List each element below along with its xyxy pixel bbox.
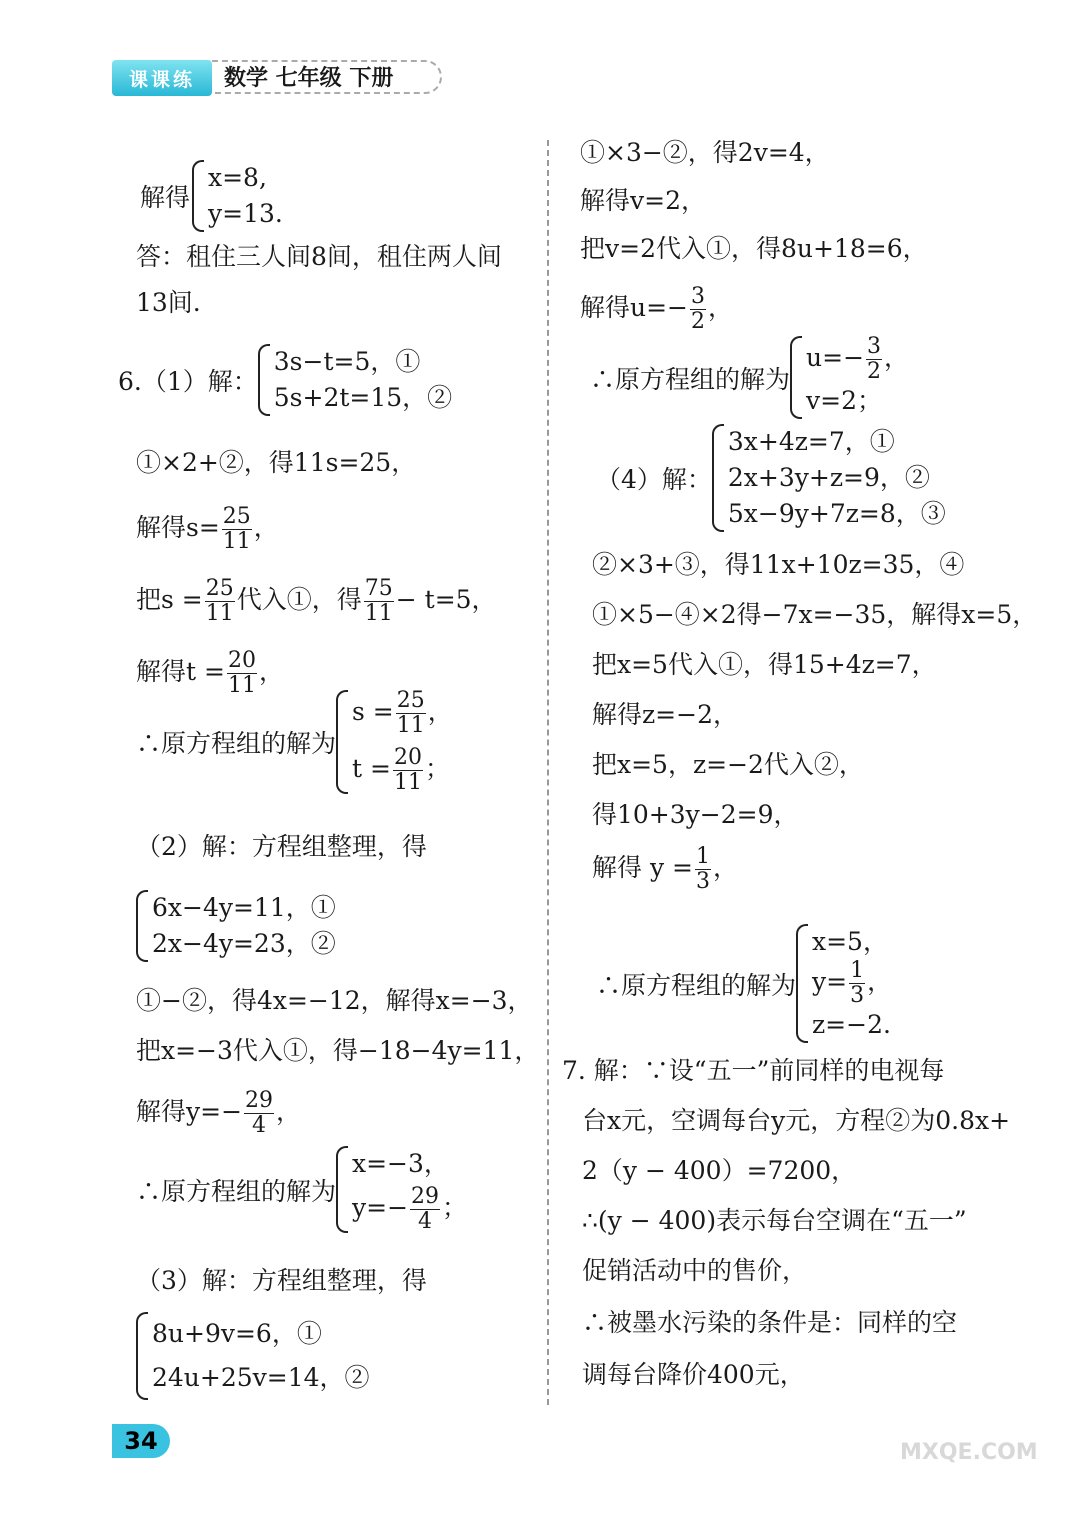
text: 代入①，得: [236, 585, 362, 614]
brace: [712, 424, 724, 532]
fraction: [364, 578, 394, 625]
eq-line: [806, 336, 909, 383]
part-3-heading: （3）解：方程组整理，得: [136, 1266, 427, 1295]
series-badge: 课课练: [112, 60, 212, 96]
problem-6-4-solution: [596, 924, 892, 1043]
numerator: 25: [205, 576, 234, 601]
denominator: 3: [850, 983, 865, 1008]
solution-prefix: ∴原方程组的解为: [590, 364, 791, 394]
fraction: [393, 747, 423, 794]
text: u=−: [806, 343, 865, 372]
text: ，: [253, 513, 279, 542]
brace: [258, 344, 270, 416]
numerator: 3: [867, 334, 882, 359]
eq-line: 6x−4y=11，①: [152, 893, 336, 922]
solution-prefix: 解得: [140, 183, 191, 212]
numerator: 25: [222, 504, 251, 529]
denominator: 4: [418, 1209, 433, 1234]
eq-line: [352, 690, 453, 737]
numerator: 1: [850, 958, 865, 983]
text: 解得u=−: [580, 293, 688, 322]
denominator: 11: [364, 601, 393, 626]
answer-line: 答：租住三人间8间，租住两人间: [136, 242, 502, 271]
denominator: 11: [396, 713, 425, 738]
numerator: 29: [245, 1088, 274, 1113]
text: ，: [276, 1097, 302, 1126]
step-line: [136, 578, 497, 625]
problem-6-4-system: [596, 424, 946, 532]
problem-6-2-system: [136, 890, 336, 962]
eq-line: 3x+4z=7，①: [727, 427, 895, 456]
page-number: 34: [112, 1424, 170, 1458]
numerator: 3: [691, 284, 705, 309]
page-header: [112, 56, 442, 100]
problem-6-2-solution: [136, 1146, 467, 1233]
text: ，: [884, 343, 910, 372]
text: ；: [442, 1193, 468, 1222]
brace: [790, 336, 802, 419]
step-line: 解得v=2，: [580, 186, 706, 215]
text: ；: [424, 754, 450, 783]
numerator: 20: [227, 648, 256, 673]
denominator: 4: [252, 1113, 267, 1138]
fraction: [866, 336, 882, 383]
solution-prefix: ∴原方程组的解为: [136, 1176, 337, 1206]
fraction: [244, 1090, 274, 1137]
denominator: 3: [695, 869, 710, 894]
text: − t=5，: [395, 585, 497, 614]
denominator: 11: [222, 529, 251, 554]
text: y=−: [352, 1193, 409, 1222]
step-line: ①×3−②，得2v=4，: [580, 138, 830, 167]
brace: [192, 160, 204, 232]
eq-line: 5x−9y+7z=8，③: [727, 499, 946, 528]
step-line: 把x=5代入①，得15+4z=7，: [592, 650, 937, 679]
brace: [136, 890, 148, 962]
solution-prefix: ∴原方程组的解为: [136, 729, 337, 758]
denominator: 11: [227, 673, 256, 698]
step-line: 解得z=−2，: [592, 700, 738, 729]
numerator: 1: [695, 844, 710, 869]
eq-line: 5s+2t=15，②: [273, 383, 453, 412]
eq-line: y=13.: [208, 199, 283, 228]
text: 解得s=: [136, 513, 220, 542]
text: ，: [867, 967, 893, 996]
fraction: [396, 690, 426, 737]
problem-7-line: 7. 解：∵设“五一”前同样的电视每: [562, 1056, 945, 1085]
fraction: [690, 286, 706, 333]
eq-line: v=2；: [806, 386, 882, 415]
step-line: ①×2+②，得11s=25，: [136, 448, 417, 477]
eq-line: [352, 747, 453, 794]
problem-6-1-system: [118, 344, 452, 416]
problem-7-line: 2（y − 400）=7200，: [582, 1156, 857, 1185]
numerator: 75: [364, 576, 393, 601]
step-line: [580, 286, 733, 333]
column-divider: [547, 140, 549, 1405]
step-line: [136, 506, 279, 553]
brace: [136, 1312, 148, 1400]
step-line: [592, 846, 738, 893]
step-line: 把x=5，z=−2代入②，: [592, 750, 864, 779]
text: ，: [708, 293, 734, 322]
solution-x8-y13: [140, 160, 283, 232]
problem-label: 6.（1）解：: [118, 367, 258, 396]
numerator: 29: [411, 1184, 440, 1209]
solution-prefix: ∴原方程组的解为: [596, 970, 797, 1000]
fraction: [695, 846, 711, 893]
denominator: 2: [691, 309, 705, 334]
eq-line: [352, 1186, 467, 1233]
text: 解得t =: [136, 657, 225, 686]
fraction: [205, 578, 235, 625]
text: ，: [258, 657, 284, 686]
text: 把s =: [136, 585, 203, 614]
text: y=: [812, 967, 848, 996]
fraction: [222, 506, 252, 553]
eq-line: z=−2.: [812, 1010, 891, 1039]
denominator: 2: [867, 359, 882, 384]
step-line: ②×3+③，得11x+10z=35，④: [592, 550, 965, 579]
step-line: 把v=2代入①，得8u+18=6，: [580, 234, 928, 263]
text: 解得y=−: [136, 1097, 243, 1126]
fraction: [849, 960, 865, 1007]
text: 解得 y =: [592, 853, 693, 882]
step-line: ①×5−④×2得−7x=−35，解得x=5，: [592, 600, 1038, 629]
eq-line: 2x+3y+z=9，②: [727, 463, 930, 492]
watermark: MXQE.COM: [900, 1440, 1038, 1465]
problem-7-line: ∴(y − 400)表示每台空调在“五一”: [582, 1206, 967, 1235]
text: ，: [712, 853, 738, 882]
eq-line: x=8,: [208, 163, 267, 192]
eq-line: 8u+9v=6，①: [152, 1319, 322, 1348]
step-line: 得10+3y−2=9，: [592, 800, 799, 829]
problem-6-1-solution: [136, 690, 453, 794]
text: s =: [352, 697, 394, 726]
brace: [336, 1146, 348, 1233]
denominator: 11: [205, 601, 234, 626]
brace: [796, 924, 808, 1043]
problem-6-3-system: [136, 1312, 370, 1400]
eq-line: 24u+25v=14，②: [152, 1363, 370, 1392]
fraction: [410, 1186, 440, 1233]
eq-line: 2x−4y=23，②: [152, 929, 336, 958]
problem-7-line: 促销活动中的售价，: [582, 1256, 808, 1285]
eq-line: x=−3，: [352, 1149, 449, 1178]
numerator: 25: [396, 688, 425, 713]
step-line: ①−②，得4x=−12，解得x=−3，: [136, 986, 533, 1015]
part-2-heading: （2）解：方程组整理，得: [136, 832, 427, 861]
step-line: [136, 1090, 301, 1137]
problem-7-line: 台x元，空调每台y元，方程②为0.8x+: [582, 1106, 1011, 1135]
answer-line: 13间.: [136, 288, 201, 317]
step-line: 把x=−3代入①，得−18−4y=11，: [136, 1036, 540, 1065]
problem-label: （4）解：: [596, 465, 712, 494]
problem-7-line: 调每台降价400元，: [582, 1360, 805, 1389]
eq-line: [812, 960, 892, 1007]
text: ，: [427, 697, 453, 726]
problem-7-line: ∴被墨水污染的条件是：同样的空: [582, 1308, 958, 1337]
brace: [336, 690, 348, 794]
text: t =: [352, 754, 391, 783]
eq-line: x=5，: [812, 927, 888, 956]
problem-6-3-solution: [590, 336, 909, 419]
denominator: 11: [393, 770, 422, 795]
book-title: 数学 七年级 下册: [212, 60, 442, 94]
numerator: 20: [393, 745, 422, 770]
eq-line: 3s−t=5，①: [273, 347, 421, 376]
